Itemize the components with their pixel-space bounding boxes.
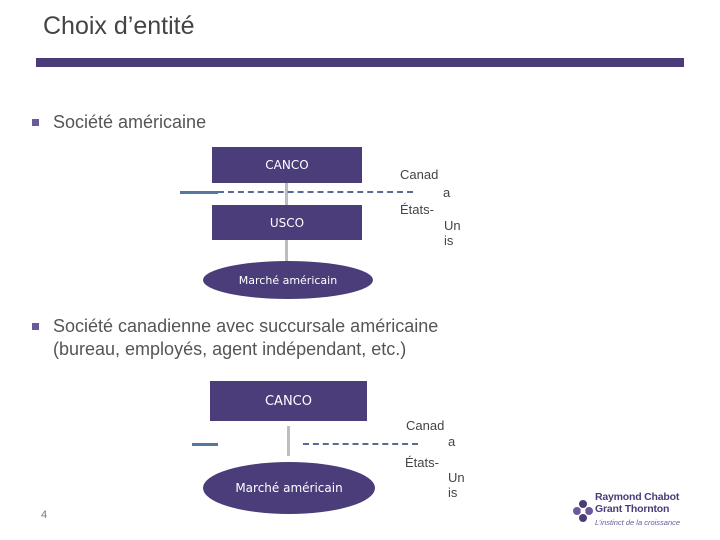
connector-line (285, 183, 288, 205)
marche-americain-ellipse: Marché américain (203, 261, 373, 299)
bullet-square-icon (32, 323, 39, 330)
label-us-part: Un (444, 218, 461, 233)
label-canada-part: a (443, 185, 451, 200)
logo-mark-icon (572, 498, 594, 524)
label-us-part: Un (448, 470, 465, 485)
label-us-part: is (448, 485, 458, 500)
title-rule (36, 58, 684, 67)
bullet-square-icon (32, 119, 39, 126)
label-us-part: États- (405, 455, 439, 470)
label-canada-part: Canad (406, 418, 445, 433)
logo-tagline: L’instinct de la croissance (595, 518, 681, 527)
logo-text-line2: Grant Thornton (595, 503, 670, 515)
marche-americain-ellipse: Marché américain (203, 462, 375, 514)
usco-box: USCO (212, 205, 362, 240)
bullet-societe-americaine (32, 111, 206, 134)
label-us-part: is (444, 233, 454, 248)
slide-title: Choix d’entité (43, 12, 195, 40)
bullet-societe-canadienne (32, 315, 438, 361)
bullet-text: Société canadienne avec succursale américaine (bureau, employés, agent indépendant, etc.) (53, 316, 439, 359)
label-canada-part: Canad (400, 167, 439, 182)
bullet-text: Société américaine (53, 112, 207, 132)
connector-line (285, 240, 288, 262)
border-line-dashed (218, 191, 413, 193)
page-number: 4 (41, 509, 48, 521)
company-logo (572, 490, 688, 530)
connector-line (287, 426, 290, 456)
logo-text-line1: Raymond Chabot (595, 491, 680, 503)
canco-box: CANCO (212, 147, 362, 183)
label-us-part: États- (400, 202, 434, 217)
border-line-solid (192, 443, 218, 446)
border-line-solid (180, 191, 218, 194)
canco-box: CANCO (210, 381, 367, 421)
label-canada-part: a (448, 434, 456, 449)
border-line-dashed (303, 443, 418, 445)
